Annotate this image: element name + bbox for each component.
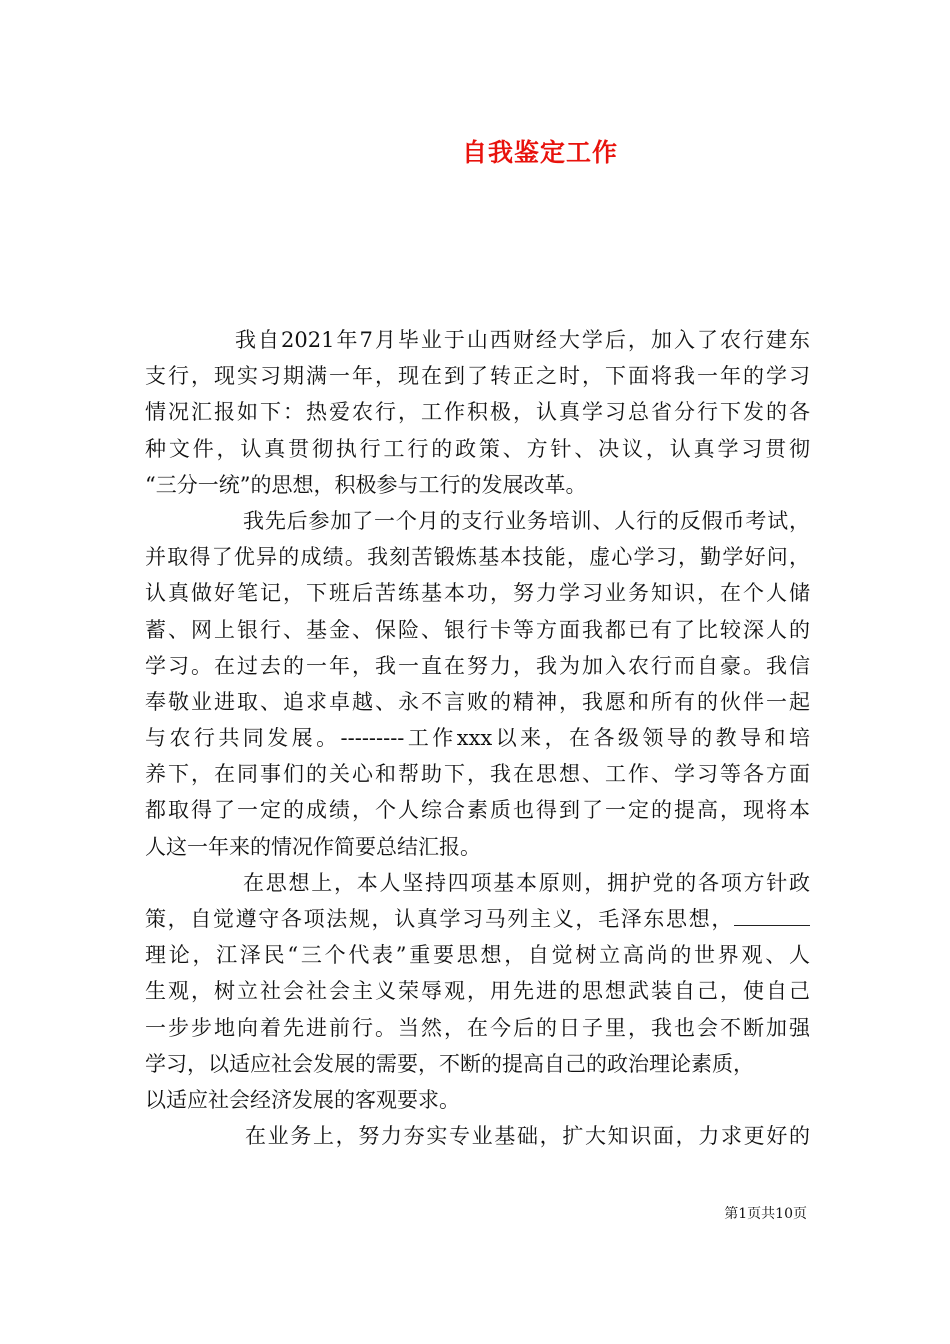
paragraph-2-line-8: 养下，在同事们的关心和帮助下，我在思想、工作、学习等各方面 (145, 762, 810, 787)
page-number: 第1页共10页 (724, 1206, 807, 1222)
paragraph-3-line-2-text: 策，自觉遵守各项法规，认真学习马列主义，毛泽东思想， (145, 907, 734, 931)
paragraph-3-line-5: 一步步地向着先进前行。当然，在今后的日子里，我也会不断加强 (145, 1015, 810, 1040)
paragraph-3-line-6: 学习，以适应社会发展的需要，不断的提高自己的政治理论素质， (145, 1051, 754, 1076)
paragraph-1-line-5: “三分一统”的思想，积极参与工行的发展改革。 (145, 472, 587, 497)
paragraph-2-line-7: 与农行共同发展。---------工作xxx以来，在各级领导的教导和培 (145, 726, 810, 751)
paragraph-4-line-1: 在业务上，努力夯实专业基础，扩大知识面，力求更好的 (245, 1124, 810, 1149)
page-title: 自我鉴定工作 (461, 138, 618, 167)
blank-underline (734, 903, 810, 926)
paragraph-3-line-3: 理论，江泽民“三个代表”重要思想，自觉树立高尚的世界观、人 (145, 943, 810, 968)
paragraph-2-line-6: 奉敬业进取、追求卓越、永不言败的精神，我愿和所有的伙伴一起 (145, 689, 810, 714)
paragraph-3-line-1: 在思想上，本人坚持四项基本原则，拥护党的各项方针政 (243, 870, 810, 895)
paragraph-2-line-3: 认真做好笔记，下班后苦练基本功，努力学习业务知识，在个人储 (145, 581, 810, 606)
paragraph-2-line-1: 我先后参加了一个月的支行业务培训、人行的反假币考试， (243, 508, 810, 533)
paragraph-1-line-2: 支行，现实习期满一年，现在到了转正之时，下面将我一年的学习 (145, 364, 810, 389)
paragraph-2-line-5: 学习。在过去的一年，我一直在努力，我为加入农行而自豪。我信 (145, 653, 810, 678)
paragraph-2-line-2: 并取得了优异的成绩。我刻苦锻炼基本技能，虚心学习，勤学好问， (145, 545, 810, 570)
paragraph-3-line-7: 以适应社会经济发展的客观要求。 (145, 1087, 460, 1112)
paragraph-2-line-10: 人这一年来的情况作简要总结汇报。 (145, 834, 481, 859)
paragraph-1-line-1: 我自2021年7月毕业于山西财经大学后，加入了农行建东 (235, 328, 810, 352)
paragraph-1-line-3: 情况汇报如下：热爱农行，工作积极，认真学习总省分行下发的各 (145, 400, 810, 425)
paragraph-2-line-9: 都取得了一定的成绩，个人综合素质也得到了一定的提高，现将本 (145, 798, 810, 823)
document-body (145, 322, 810, 1154)
paragraph-3-line-2 (145, 901, 810, 937)
paragraph-3-line-4: 生观，树立社会社会主义荣辱观，用先进的思想武装自己，使自己 (145, 979, 810, 1004)
paragraph-2-line-4: 蓄、网上银行、基金、保险、银行卡等方面我都已有了比较深人的 (145, 617, 810, 642)
paragraph-1-line-4: 种文件，认真贯彻执行工行的政策、方针、决议，认真学习贯彻 (145, 436, 810, 461)
